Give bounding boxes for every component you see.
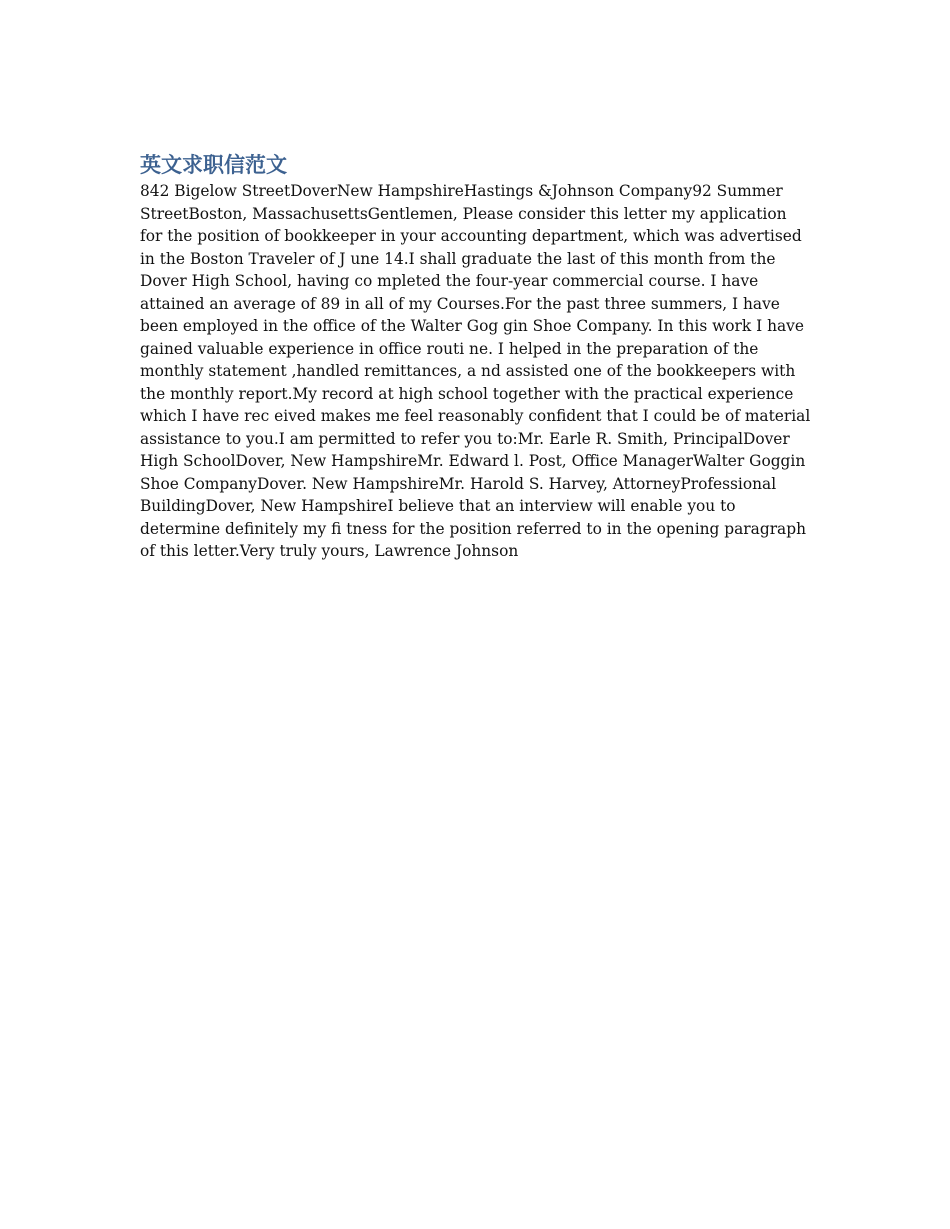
document-content: [140, 150, 812, 563]
document-title: 英文求职信范文: [140, 153, 287, 177]
letter-body: 842 Bigelow StreetDoverNew HampshireHastings &Johnson Company92 Summer StreetBoston, MassachusettsGentlemen, Please consider this letter my application for the position of bookkeeper in your accounting department, which was advertised in the Boston Traveler of J une 14.I shall graduate the last of this month from the Dover High School, having co mpleted the four-year commercial course. I have attained an average of 89 in all of my Courses.For the past three summers, I have been employed in the office of the Walter Gog gin Shoe Company. In this work I have gained valuable experience in office routi ne. I helped in the preparation of the monthly statement ,handled remittances, a nd assisted one of the bookkeepers with the monthly report.My record at high school together with the practical experience which I have rec eived makes me feel reasonably confident that I could be of material assistance to you.I am permitted to refer you to:Mr. Earle R. Smith, PrincipalDover High SchoolDover, New HampshireMr. Edward l. Post, Office ManagerWalter Goggin Shoe CompanyDover. New HampshireMr. Harold S. Harvey, AttorneyProfessional BuildingDover, New HampshireI believe that an interview will enable you to determine definitely my fi tness for the position referred to in the opening paragraph of this letter.Very truly yours, Lawrence Johnson: [140, 182, 811, 560]
